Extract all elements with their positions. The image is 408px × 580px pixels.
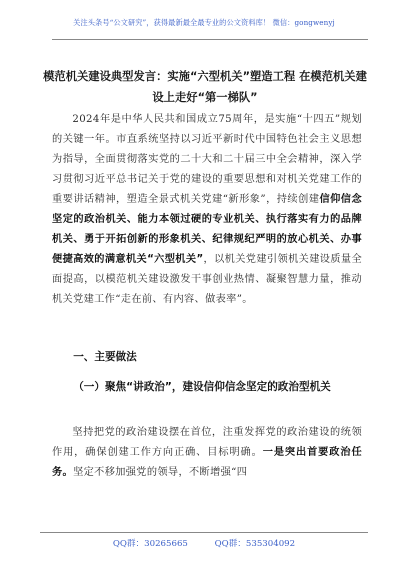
section-heading-1: 一、主要做法 (73, 351, 137, 363)
footer-divider (40, 532, 368, 533)
page-header: 关注头条号“公文研究”，获得最新最全最专业的公文资料库！ 微信：gongwenyj (73, 18, 335, 27)
body-paragraph-2 (52, 423, 362, 483)
document-title: 模范机关建设典型发言：实施“六型机关”塑造工程 在模范机关建设上走好“第一梯队” (43, 70, 367, 104)
intro-text-2: ，以机关党建引领机关建设质量全面提高，以模范机关建设激发干事创业热情、凝聚智慧力量，推动机关党建工作“走在前、有内容、做表率”。 (52, 254, 363, 305)
para2-text-1: 坚持把党的政治建设摆在首位，注重发挥党的政治建设的统领作用，确保创建工作方向正确、目标明确。 (52, 427, 362, 458)
intro-text-1: 2024年是中华人民共和国成立75周年，是实施“十四五”规划的关键一年。市直系统坚持以习近平新时代中国特色社会主义思想为指导，全面贯彻落实党的二十大和二十届三中全会精神，深入学习贯彻习近平总书记关于党的建设的重要思想和对机关党建工作的重要讲话精神，塑造全景式机关党建“新形象”，持续创建 (52, 114, 362, 205)
footer-qq-group-2: QQ群：535304092 (214, 539, 296, 549)
footer-qq-group-1: QQ群：30265665 (112, 539, 188, 549)
page-footer (0, 537, 408, 549)
intro-paragraph (52, 110, 362, 310)
header-divider (52, 39, 368, 40)
intro-bold-text: 信仰信念坚定的政治机关、能力本领过硬的专业机关、执行落实有力的品牌机关、勇于开拓创新的形象机关、纪律规纪严明的放心机关、办事便捷高效的满意机关“六型机关” (52, 194, 362, 265)
para2-text-2: 坚定不移加强党的领导，不断增强“四 (73, 467, 248, 478)
para2-bold-text: 一是突出首要政治任务。 (52, 447, 362, 478)
subsection-heading-1: （一）聚焦“讲政治”，建设信仰信念坚定的政治型机关 (73, 381, 331, 393)
